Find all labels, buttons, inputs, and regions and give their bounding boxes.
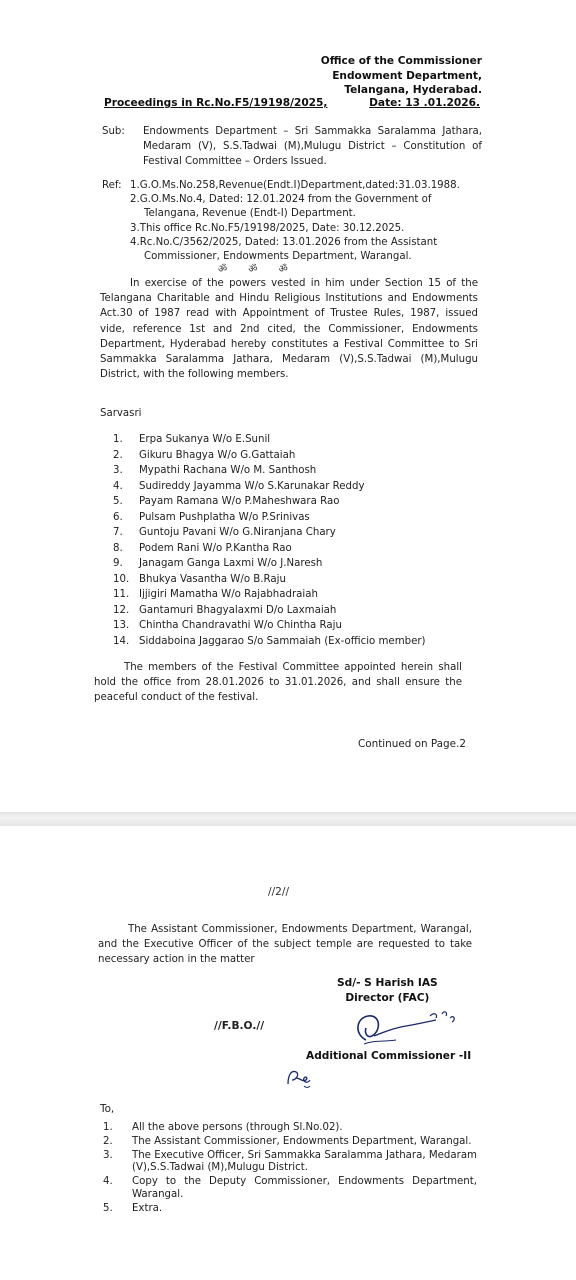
proceedings-number: Proceedings in Rc.No.F5/19198/2025, (104, 97, 328, 109)
distribution-list (103, 1122, 477, 1217)
list-item: 2. Gikuru Bhagya W/o G.Gattaiah (113, 449, 296, 461)
list-item: 3. Mypathi Rachana W/o M. Santhosh (113, 465, 317, 476)
office-line-1: Office of the Commissioner (320, 55, 482, 67)
list-item: 1. All the above persons (through Sl.No.02). (103, 1122, 343, 1133)
subject-label: Sub: (102, 126, 125, 137)
list-item: 2. The Assistant Commissioner, Endowments Department, Warangal. (103, 1135, 472, 1147)
list-item: 12. Gantamuri Bhagyalaxmi D/o Laxmaiah (113, 604, 337, 616)
list-item: 10. Bhukya Vasantha W/o B.Raju (113, 573, 286, 585)
list-item: 4. Sudireddy Jayamma W/o S.Karunakar Reddy (113, 480, 365, 492)
references-list (130, 179, 482, 264)
list-item: 13. Chintha Chandravathi W/o Chintha Raju (113, 620, 342, 631)
list-item: 8. Podem Rani W/o P.Kantha Rao (113, 542, 292, 554)
list-item: 5. Payam Ramana W/o P.Maheshwara Rao (113, 496, 340, 507)
office-line-3: Telangana, Hyderabad. (344, 84, 482, 96)
list-item: 5. Extra. (103, 1202, 163, 1214)
reference-item-continued: Commissioner, Endowments Department, Warangal. (144, 251, 412, 263)
page-2-marker: //2// (268, 886, 290, 898)
tenure-paragraph-text: The members of the Festival Committee appointed herein shall hold the office from 28.01.2026 to 31.01.2026, and shall ensure the peaceful conduct of the festival. (94, 662, 462, 704)
reference-item: 4.Rc.No.C/3562/2025, Dated: 13.01.2026 from the Assistant (130, 236, 438, 248)
subject-block (102, 124, 482, 169)
handwritten-signature-icon (344, 1000, 474, 1056)
page-2-paragraph-text: The Assistant Commissioner, Endowments Department, Warangal, and the Executive Officer of the subject temple are requested to take necessary action in the matter (98, 924, 472, 966)
body-paragraph (100, 276, 478, 382)
list-item: 6. Pulsam Pushplatha W/o P.Srinivas (113, 511, 310, 523)
initials-signature-icon (282, 1066, 316, 1090)
signed-by-name: Sd/- S Harish IAS (337, 977, 438, 989)
body-paragraph-text: In exercise of the powers vested in him under Section 15 of the Telangana Charitable and Hindu Religious Institutions and Endowments Act.30 of 1987 read with Appointment of Trustee Rules, 1987, issued vide, reference 1st and 2nd cited, the Commissioner, Endowments Department, Hyderabad hereby constitutes a Festival Committee to Sri Sammakka Saralamma Jathara, Medaram (V),S.S.Tadwai (M),Mulugu District, with the following members. (100, 278, 478, 381)
additional-commissioner-designation: Additional Commissioner -II (306, 1050, 472, 1062)
proceedings-date: Date: 13 .01.2026. (369, 97, 480, 109)
page-2-paragraph (98, 922, 472, 968)
tenure-paragraph (94, 660, 462, 706)
list-item: 3. The Executive Officer, Sri Sammakka Saralamma Jathara, Medaram (V),S.S.Tadwai (M),Mulugu District. (103, 1149, 477, 1174)
signed-by-designation: Director (FAC) (345, 991, 430, 1004)
reference-item: 1.G.O.Ms.No.258,Revenue(Endt.I)Department,dated:31.03.1988. (130, 180, 460, 191)
list-item: 7. Guntoju Pavani W/o G.Niranjana Chary (113, 527, 336, 538)
reference-item-continued: Telangana, Revenue (Endt-I) Department. (144, 208, 356, 220)
sarvasri-label: Sarvasri (100, 408, 142, 419)
references-block (102, 179, 482, 264)
members-list (113, 432, 426, 649)
continued-note: Continued on Page.2 (358, 738, 466, 750)
subject-text: Endowments Department – Sri Sammakka Saralamma Jathara, Medaram (V), S.S.Tadwai (M),Mulugu District – Constitution of Festival Committee – Orders Issued. (143, 126, 482, 167)
list-item: 9. Janagam Ganga Laxmi W/o J.Naresh (113, 558, 323, 569)
reference-item: 2.G.O.Ms.No.4, Dated: 12.01.2024 from the Government of (130, 194, 432, 206)
reference-item: 3.This office Rc.No.F5/19198/2025, Date: 30.12.2025. (130, 222, 405, 234)
office-line-2: Endowment Department, (332, 69, 482, 82)
references-label: Ref: (102, 180, 122, 191)
office-address-block (321, 54, 482, 98)
list-item: 14. Siddaboina Jaggarao S/o Sammaiah (Ex-officio member) (113, 635, 426, 647)
list-item: 11. Ijjigiri Mamatha W/o Rajabhadraiah (113, 589, 318, 600)
proceedings-line (104, 97, 480, 109)
fbo-marker: //F.B.O.// (214, 1020, 265, 1032)
om-symbols: ॐ ॐ ॐ (218, 264, 297, 275)
to-label: To, (100, 1103, 115, 1115)
list-item: 4. Copy to the Deputy Commissioner, Endowments Department, Warangal. (103, 1176, 477, 1200)
list-item: 1. Erpa Sukanya W/o E.Sunil (113, 434, 271, 445)
page-separator (0, 812, 576, 826)
